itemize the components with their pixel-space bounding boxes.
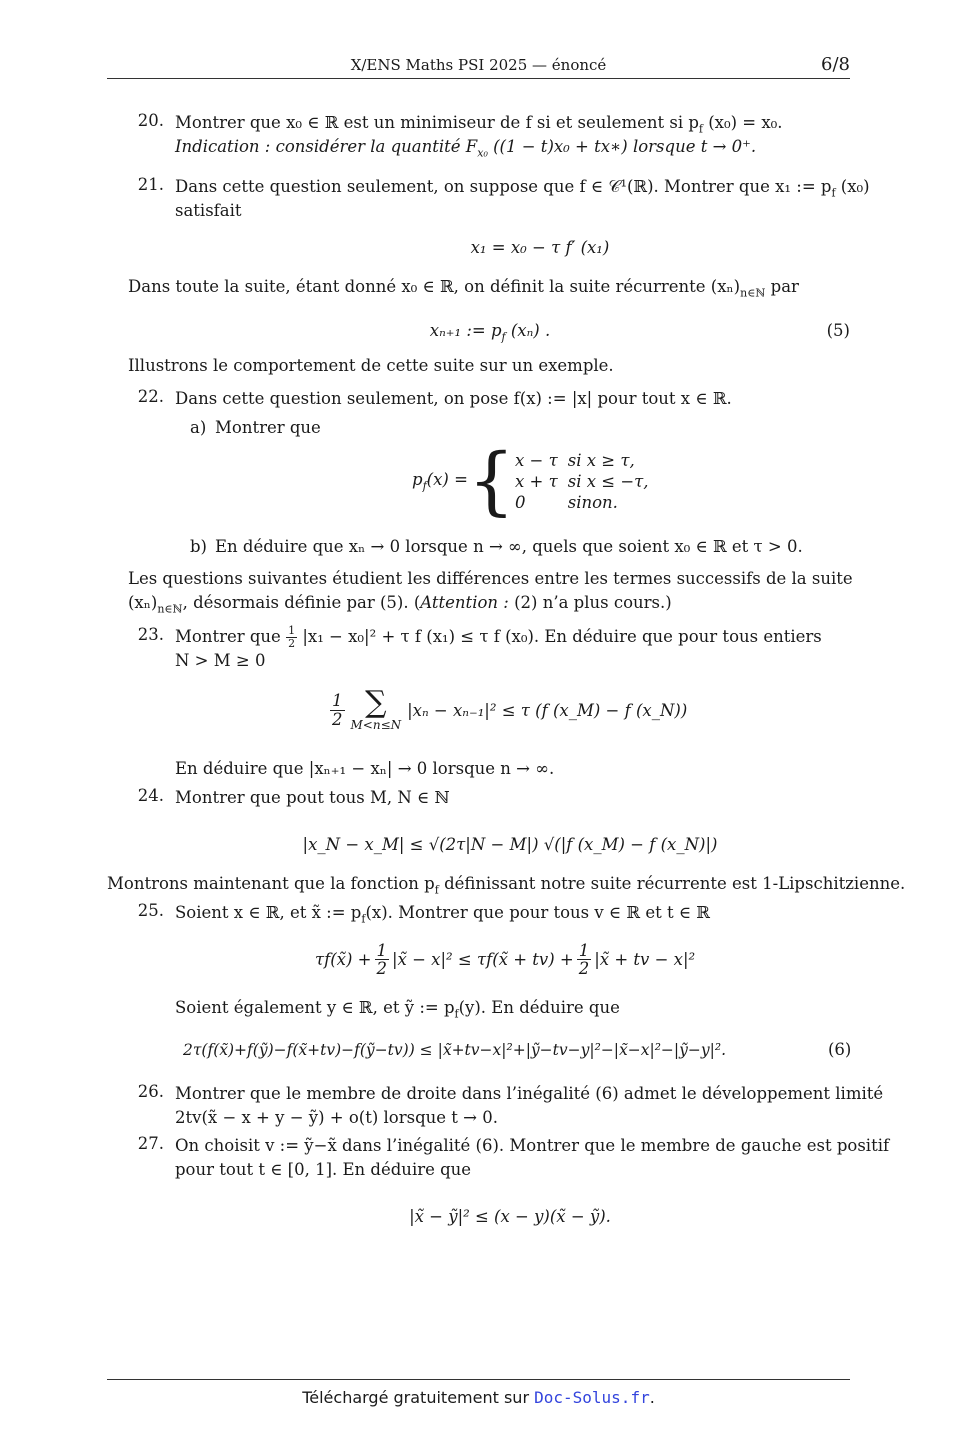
question-25-text: Soient x ∈ ℝ, et x̃ := $p_f(x)$. Montrer que pour tous v ∈ ℝ et t ∈ ℝ xyxy=(175,903,711,926)
piecewise-lhs: $p_f(x)$ = xyxy=(412,469,468,493)
footer-text: Téléchargé gratuitement sur xyxy=(302,1388,530,1407)
page-header xyxy=(107,54,850,79)
question-number: 21. xyxy=(137,175,164,194)
question-24-equation: |x_N − x_M| ≤ √(2τ|N − M|) √(|f (x_M) − f (x_N)|) xyxy=(302,835,718,854)
header-title: X/ENS Maths PSI 2025 — énoncé xyxy=(350,56,607,74)
question-26-line2: 2tv(x̃ − x + y − ỹ) + o(t) lorsque t → 0. xyxy=(175,1108,498,1127)
piecewise-cases xyxy=(515,450,659,513)
question-25-also: Soient également y ∈ ℝ, et ỹ := $p_f(y)$. En déduire que xyxy=(175,998,620,1021)
case-row: x − τ si x ≥ τ, xyxy=(514,450,635,470)
fraction: $\frac{1}{2}$ xyxy=(288,624,296,650)
subquestion-b-text: En déduire que xₙ → 0 lorsque n → ∞, quels que soient x₀ ∈ ℝ et τ > 0. xyxy=(215,537,803,556)
question-24-text: Montrer que pout tous M, N ∈ ℕ xyxy=(175,788,450,807)
page-footer: Téléchargé gratuitement sur Doc-Solus.fr. xyxy=(107,1379,850,1407)
question-23-line2: N > M ≥ 0 xyxy=(175,651,266,670)
equation-number: (5) xyxy=(826,321,850,340)
subquestion-a-text: Montrer que xyxy=(215,418,321,437)
fraction: $\frac{1}{2}$ xyxy=(376,941,387,979)
question-21-line2: satisfait xyxy=(175,201,242,220)
question-number: 23. xyxy=(137,625,164,644)
question-27-equation: |x̃ − ỹ|² ≤ (x − y)(x̃ − ỹ). xyxy=(409,1207,611,1226)
question-number: 25. xyxy=(137,901,164,920)
sigma-icon: ∑ xyxy=(365,685,387,720)
equation-6: 2τ(f(x̃)+f(ỹ)−f(x̃+tv)−f(ỹ−tv)) ≤ |x̃+tv−x|²+|ỹ−tv−y|²−|x̃−x|²−|ỹ−y|². xyxy=(183,1041,727,1059)
question-number: 26. xyxy=(137,1082,164,1101)
fraction: $\frac{1}{2}$ xyxy=(332,691,343,729)
question-21-equation: x₁ = x₀ − τ f′ (x₁) xyxy=(470,238,610,257)
question-25-equation: τf(x̃) + $\frac{1}{2}$ |x̃ − x|² ≤ τf(x̃ + tv) + $\frac{1}{2}$ |x̃ + tv − x|² xyxy=(315,941,696,979)
question-23-line1: Montrer que $\frac{1}{2}$ |x₁ − x₀|² + τ f (x₁) ≤ τ f (x₀). En déduire que pour tous entiers xyxy=(175,624,822,650)
question-23-conclusion: En déduire que |xₙ₊₁ − xₙ| → 0 lorsque n → ∞. xyxy=(175,759,555,778)
left-brace-icon: { xyxy=(467,438,515,524)
question-27-line2: pour tout t ∈ [0, 1]. En déduire que xyxy=(175,1160,472,1179)
summation: ∑ M<n≤N xyxy=(350,685,402,732)
question-number: 22. xyxy=(137,387,164,406)
question-number: 24. xyxy=(137,786,164,805)
sequence-definition: Dans toute la suite, étant donné x₀ ∈ ℝ, on définit la suite récurrente $(x_n)_{n\in ℕ}$ par xyxy=(128,277,799,300)
illustration-sentence: Illustrons le comportement de cette suite sur un exemple. xyxy=(128,356,614,375)
header-page-number: 6/8 xyxy=(821,54,850,75)
fraction: $\frac{1}{2}$ xyxy=(578,941,590,979)
case-row: x + τ si x ≤ −τ, xyxy=(514,471,649,491)
case-row: 0 sinon. xyxy=(514,492,618,512)
piecewise-definition xyxy=(412,440,659,522)
doc-solus-link[interactable]: Doc-Solus.fr xyxy=(534,1388,650,1407)
question-27-line1: On choisit v := ỹ−x̃ dans l’inégalité (6). Montrer que le membre de gauche est positif xyxy=(175,1136,890,1155)
differences-intro-line2: $(x_n)_{n\in ℕ}$, désormais définie par (5). (Attention : (2) n’a plus cours.) xyxy=(128,593,672,616)
question-number: 20. xyxy=(137,111,164,130)
differences-intro-line1: Les questions suivantes étudient les différences entre les termes successifs de la suite xyxy=(128,569,853,588)
equation-5: xₙ₊₁ := $p_f$ (xₙ) . xyxy=(429,321,551,344)
question-22-text: Dans cette question seulement, on pose f(x) := |x| pour tout x ∈ ℝ. xyxy=(175,389,732,408)
question-number: 27. xyxy=(137,1134,164,1153)
question-21-line1: Dans cette question seulement, on suppose que f ∈ 𝒞¹(ℝ). Montrer que x₁ := $p_f$ (x₀) xyxy=(175,177,870,200)
subquestion-label: b) xyxy=(190,537,207,556)
equation-number: (6) xyxy=(828,1040,852,1059)
question-23-equation: $\frac{1}{2}$ ∑ M<n≤N |xₙ − xₙ₋₁|² ≤ τ (f (x_M) − f (x_N)) xyxy=(332,685,688,732)
lipschitz-sentence: Montrons maintenant que la fonction $p_f$ définissant notre suite récurrente est 1-Lipschitzienne. xyxy=(107,874,906,897)
question-20-text: Montrer que x₀ ∈ ℝ est un minimiseur de f si et seulement si $p_f$ (x₀) = x₀. xyxy=(175,113,783,136)
subquestion-label: a) xyxy=(190,418,207,437)
question-20-indication: Indication : considérer la quantité $F_{x_0}$ ((1 − t)x₀ + tx∗) lorsque t → 0⁺. xyxy=(175,137,757,160)
question-26-line1: Montrer que le membre de droite dans l’inégalité (6) admet le développement limité xyxy=(175,1084,884,1103)
